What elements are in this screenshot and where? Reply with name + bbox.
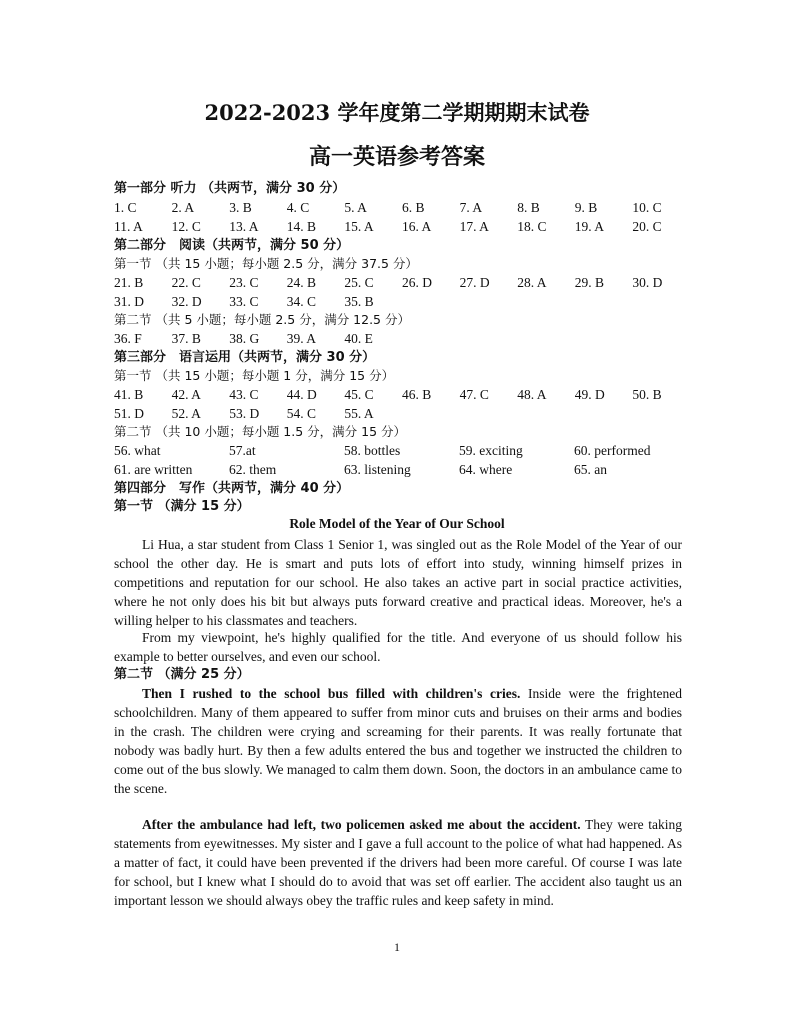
- answer-item: 9. B: [574, 200, 598, 215]
- answer-item: 3. B: [229, 200, 252, 215]
- answer-item: 32. D: [171, 294, 202, 309]
- part3-section2-label: 第二节 （共 10 小题；每小题 1.5 分，满分 15 分）: [114, 424, 407, 439]
- answer-item: 17. A: [459, 219, 489, 234]
- answer-item: 41. B: [114, 387, 144, 402]
- answer-item: 16. A: [402, 219, 432, 234]
- answer-item: 40. E: [344, 331, 373, 346]
- answer-item: 14. B: [286, 219, 317, 234]
- answer-item: 1. C: [114, 200, 137, 215]
- part2-heading: 第二部分 阅读（共两节，满分 50 分）: [114, 238, 350, 253]
- essay-paragraph-2: From my viewpoint, he's highly qualified for the title. And everyone of us should follow his example to better ourselves, and even our school.: [114, 630, 682, 664]
- answer-item: 43. C: [229, 387, 259, 402]
- answer-item: 8. B: [517, 200, 540, 215]
- answer-item: 27. D: [459, 275, 490, 290]
- answer-item: 36. F: [114, 331, 142, 346]
- answer-item: 20. C: [632, 219, 662, 234]
- answer-item: 12. C: [171, 219, 201, 234]
- answer-item: 31. D: [114, 294, 144, 309]
- answer-item: 54. C: [286, 406, 317, 421]
- part2-section2-label: 第二节 （共 5 小题；每小题 2.5 分，满分 12.5 分）: [114, 312, 410, 327]
- part3-answers-row2: [114, 404, 694, 423]
- answer-item: 55. A: [344, 406, 374, 421]
- part3-answers-row4: [114, 460, 694, 479]
- part3-answers-row3: [114, 441, 694, 460]
- part3-answers-row1: [114, 385, 694, 404]
- part1-answers-row2: [114, 217, 694, 236]
- answer-item: 49. D: [574, 387, 605, 402]
- answer-item: 30. D: [632, 275, 663, 290]
- answer-item: 50. B: [632, 387, 662, 402]
- part2-section1-label: 第一节 （共 15 小题；每小题 2.5 分，满分 37.5 分）: [114, 256, 418, 271]
- answer-item: 65. an: [574, 462, 607, 477]
- part3-heading: 第三部分 语言运用（共两节，满分 30 分）: [114, 350, 376, 365]
- part3-section1-label: 第一节 （共 15 小题；每小题 1 分，满分 15 分）: [114, 368, 395, 383]
- continuation-paragraph-2: [114, 815, 682, 910]
- answer-item: 58. bottles: [344, 443, 401, 458]
- answer-item: 52. A: [171, 406, 201, 421]
- answer-item: 56. what: [114, 443, 161, 458]
- answer-item: 11. A: [114, 219, 143, 234]
- answer-item: 23. C: [229, 275, 259, 290]
- continuation-body-1: Inside were the frightened schoolchildren. Many of them appeared to suffer from minor cuts and bruises on their arms and bodies in the crash. The children were crying and screaming for their parents. It was really fortunate that nobody was badly hurt. By then a few adults entered the bus and together we instructed the children to come out of the bus slowly. We managed to calm them down. Soon, the doctors in an ambulance came to the scene.: [114, 686, 682, 796]
- page-subtitle: 高一英语参考答案: [308, 144, 485, 170]
- answer-item: 34. C: [286, 294, 317, 309]
- continuation-paragraph-1: [114, 684, 682, 798]
- answer-item: 15. A: [344, 219, 374, 234]
- essay-paragraph-1: Li Hua, a star student from Class 1 Senior 1, was singled out as the Role Model of the Year of our school the other day. He is smart and puts lots of effort into study, winning himself prizes in competitions and reputation for our school. He also takes an active part in social practice activities, where he not only does his bit but always puts forward creative and practical ideas. Moreover, he's a willing helper to his classmates and teachers.: [114, 537, 682, 628]
- answer-item: 2. A: [171, 200, 195, 215]
- answer-item: 29. B: [574, 275, 605, 290]
- answer-item: 62. them: [229, 462, 277, 477]
- part2-answers-row3: [114, 329, 694, 348]
- essay-title: Role Model of the Year of Our School: [289, 516, 505, 531]
- answer-item: 22. C: [171, 275, 201, 290]
- answer-item: 64. where: [459, 462, 513, 477]
- answer-item: 5. A: [344, 200, 367, 215]
- answer-item: 51. D: [114, 406, 144, 421]
- answer-item: 18. C: [517, 219, 547, 234]
- answer-item: 39. A: [286, 331, 317, 346]
- continuation-lead-2: After the ambulance had left, two policemen asked me about the accident.: [142, 817, 581, 832]
- answer-item: 33. C: [229, 294, 259, 309]
- part4-section2-label: 第二节 （满分 25 分）: [114, 667, 250, 682]
- answer-item: 6. B: [402, 200, 425, 215]
- answer-item: 61. are written: [114, 462, 193, 477]
- continuation-body-2: They were taking statements from eyewitnesses. My sister and I gave a full account to the police of what had happened. As a matter of fact, it could have been prevented if the drivers had been more careful. Of course I was late for school, but I knew what I should do to avoid that was set off earlier. The accident also taught us an important lesson we should always obey the traffic rules and keep safety in mind.: [114, 817, 683, 908]
- continuation-lead-1: Then I rushed to the school bus filled with children's cries.: [142, 686, 521, 701]
- part1-answers-row1: [114, 198, 694, 217]
- answer-item: 47. C: [459, 387, 489, 402]
- part2-answers-row1: [114, 273, 694, 292]
- page-number: 1: [394, 940, 400, 954]
- answer-item: 19. A: [574, 219, 605, 234]
- answer-item: 45. C: [344, 387, 374, 402]
- answer-item: 7. A: [459, 200, 483, 215]
- answer-item: 59. exciting: [459, 443, 523, 458]
- answer-item: 35. B: [344, 294, 374, 309]
- answer-item: 24. B: [286, 275, 317, 290]
- answer-item: 53. D: [229, 406, 260, 421]
- part2-answers-row2: [114, 292, 694, 311]
- answer-item: 21. B: [114, 275, 144, 290]
- answer-item: 38. G: [229, 331, 260, 346]
- answer-item: 44. D: [286, 387, 317, 402]
- answer-item: 10. C: [632, 200, 662, 215]
- answer-item: 28. A: [517, 275, 547, 290]
- answer-item: 4. C: [286, 200, 310, 215]
- answer-item: 63. listening: [344, 462, 411, 477]
- answer-item: 13. A: [229, 219, 259, 234]
- answer-item: 48. A: [517, 387, 547, 402]
- answer-item: 26. D: [402, 275, 432, 290]
- answer-item: 42. A: [171, 387, 201, 402]
- answer-item: 57.at: [229, 443, 256, 458]
- page-title: 2022-2023 学年度第二学期期期末试卷: [204, 100, 590, 125]
- answer-item: 60. performed: [574, 443, 651, 458]
- part4-heading: 第四部分 写作（共两节，满分 40 分）: [114, 481, 350, 496]
- answer-item: 25. C: [344, 275, 374, 290]
- part4-section1-label: 第一节 （满分 15 分）: [114, 499, 250, 514]
- answer-item: 37. B: [171, 331, 201, 346]
- part1-heading: 第一部分 听力 （共两节，满分 30 分）: [114, 181, 346, 196]
- answer-item: 46. B: [402, 387, 432, 402]
